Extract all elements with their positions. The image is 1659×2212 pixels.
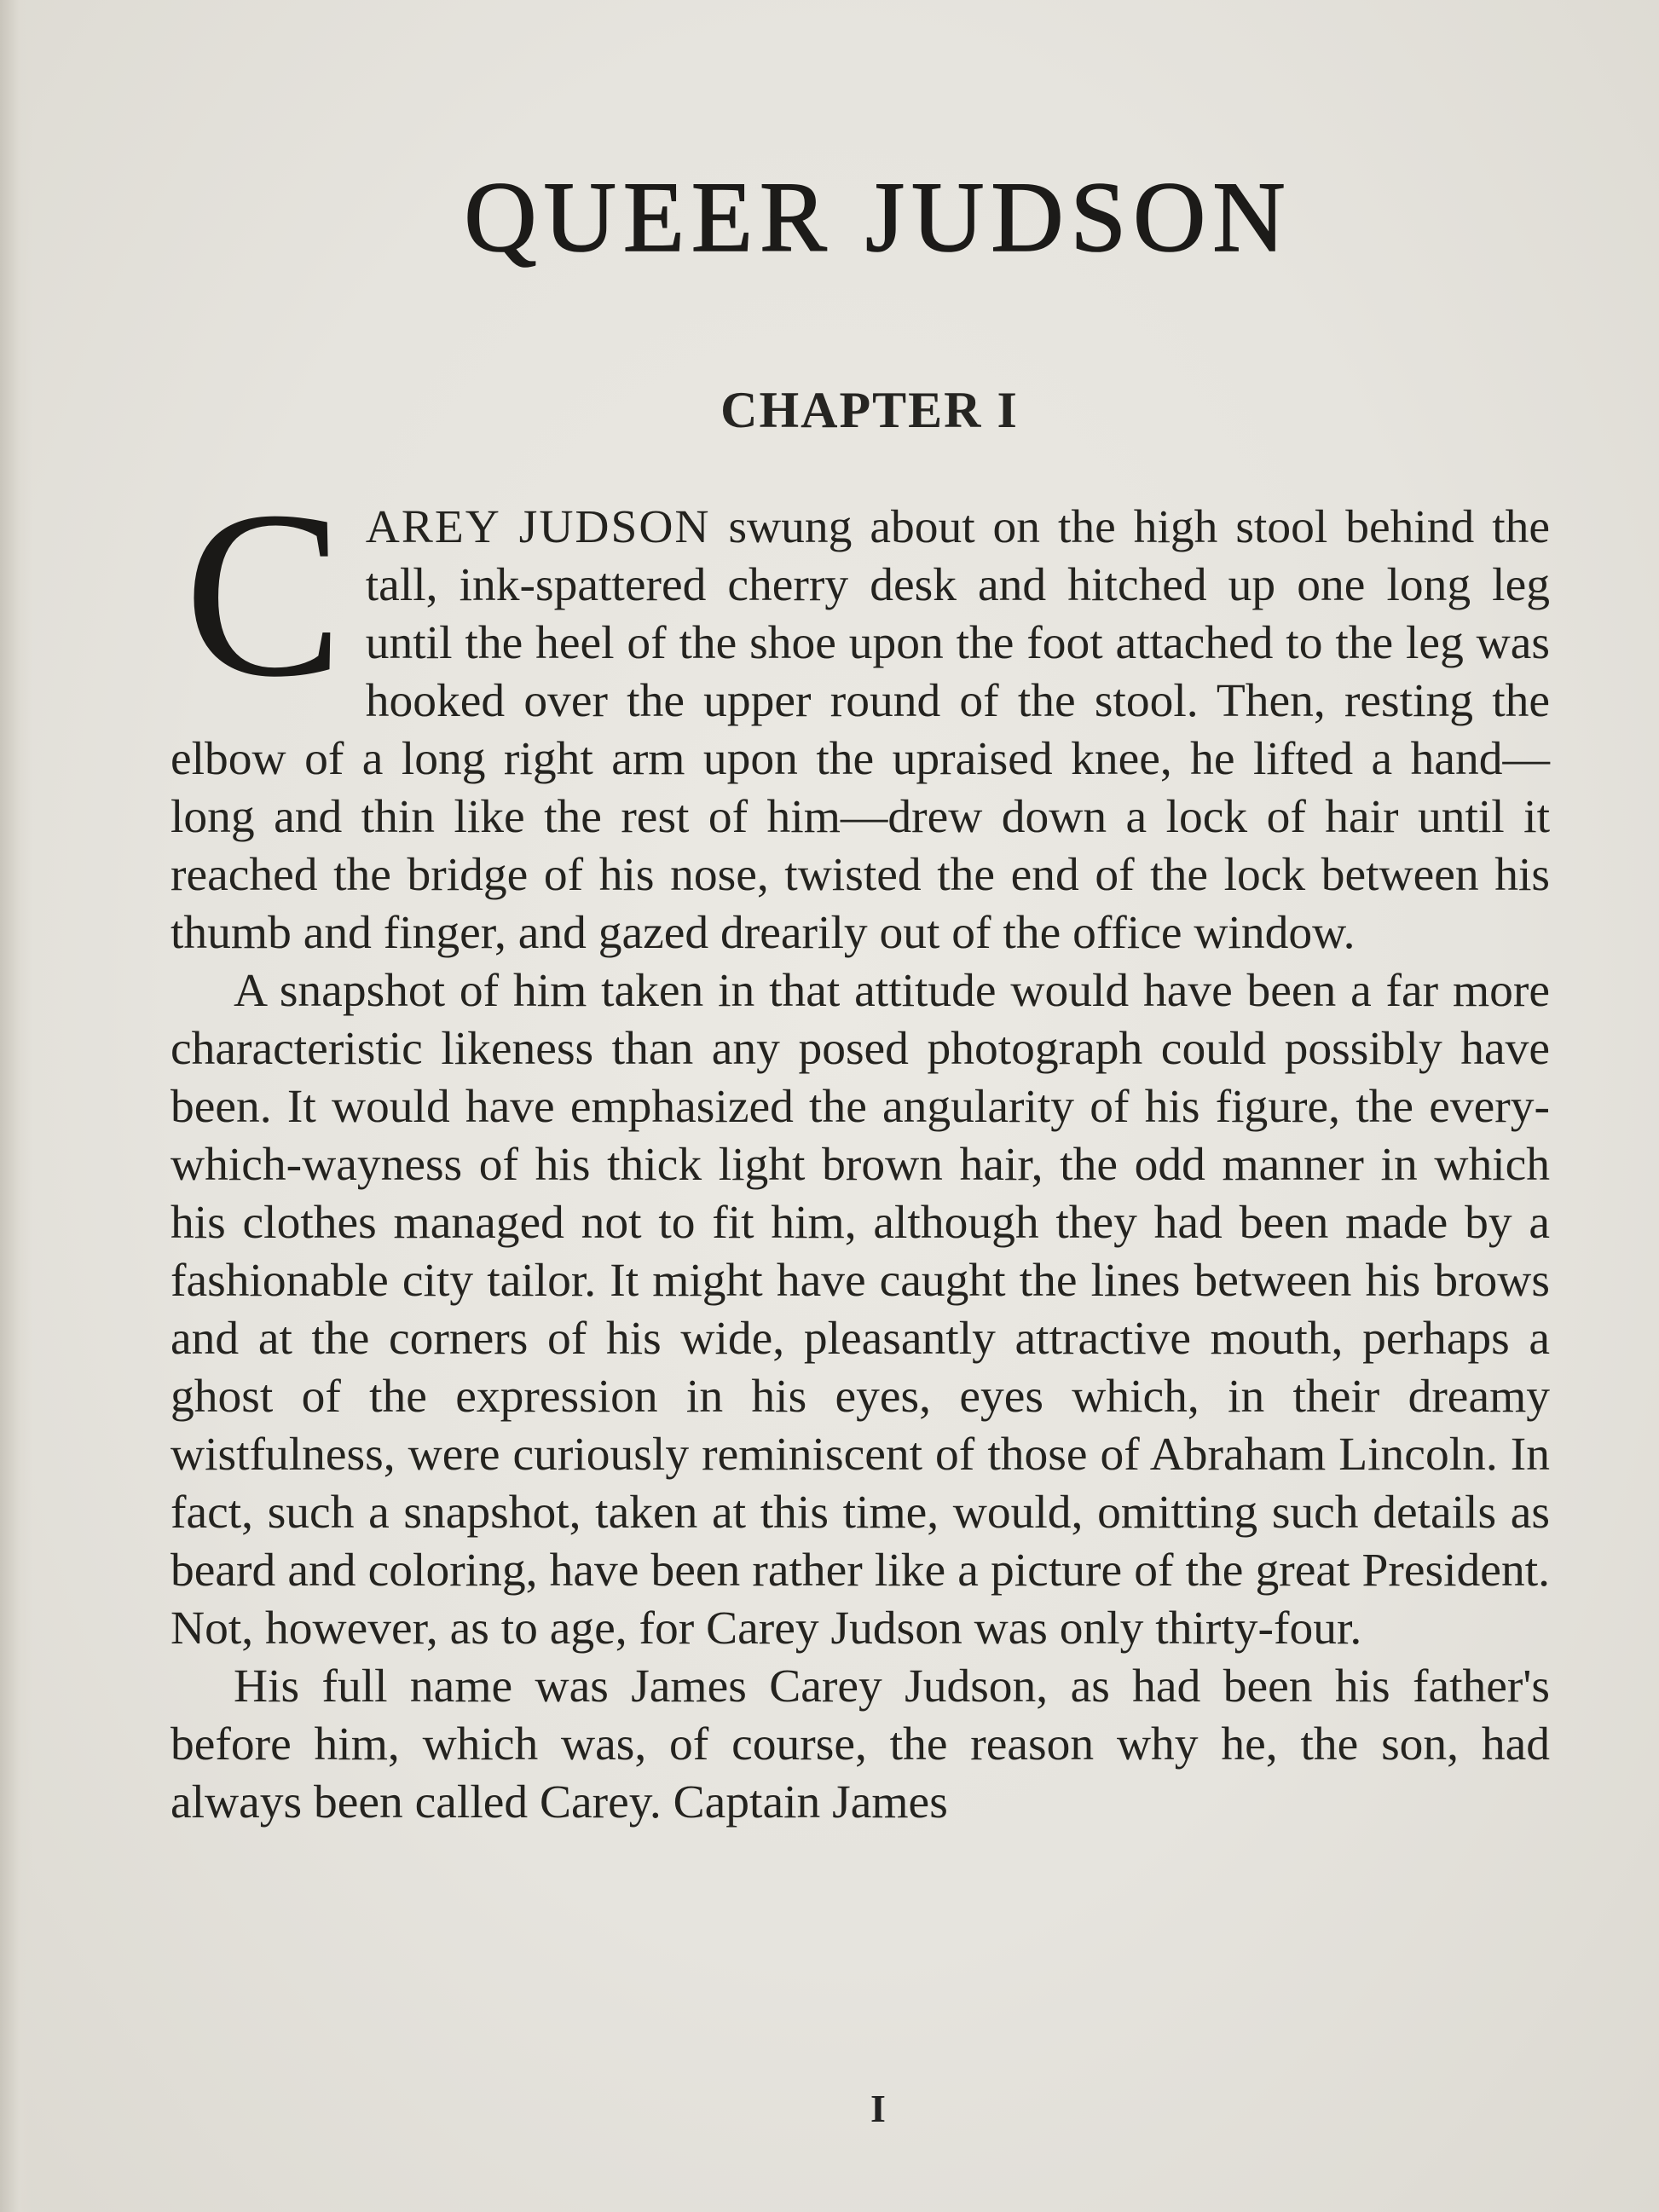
book-title: QUEER JUDSON: [464, 161, 1292, 273]
paragraph-1: [171, 461, 1551, 962]
page-number: I: [870, 2087, 886, 2130]
page-gutter-shadow: [0, 0, 32, 2212]
paragraph-1-text: swung about on the high stool behind the tall, ink-spattered cherry desk and hitched up one long leg until the heel of the shoe upon the foot attached to the leg was hooked over the upper round of the stool. Then, resting the elbow of a long right arm upon the upraised knee, he lifted a hand—long and thin like the rest of him—drew down a lock of hair until it reached the bridge of his nose, twisted the end of the lock between his thumb and finger, and gazed drearily out of the office window.: [171, 501, 1551, 959]
drop-cap-letter: C: [184, 461, 344, 726]
paragraph-3: His full name was James Carey Judson, as had been his father's before him, which was, of course, the reason why he, the son, had always been called Carey. Captain James: [171, 1660, 1550, 1828]
paragraph-2: A snapshot of him taken in that attitude would have been a far more characteristic likeness than any posed photograph could possibly have been. It would have emphasized the angularity of his figure, the every-which-wayness of his thick light brown hair, the odd manner in which his clothes managed not to fit him, although they had been made by a fashionable city tailor. It might have caught the lines between his brows and at the corners of his wide, pleasantly attractive mouth, perhaps a ghost of the expression in his eyes, eyes which, in their dreamy wistfulness, were curiously reminiscent of those of Abraham Lincoln. In fact, such a snapshot, taken at this time, would, omitting such details as beard and coloring, have been rather like a picture of the great President. Not, however, as to age, for Carey Judson was only thirty-four.: [171, 965, 1550, 1655]
body-text: [171, 461, 1551, 1832]
chapter-heading: CHAPTER I: [720, 382, 1019, 438]
paragraph-lead-caps: AREY JUDSON: [365, 501, 711, 553]
